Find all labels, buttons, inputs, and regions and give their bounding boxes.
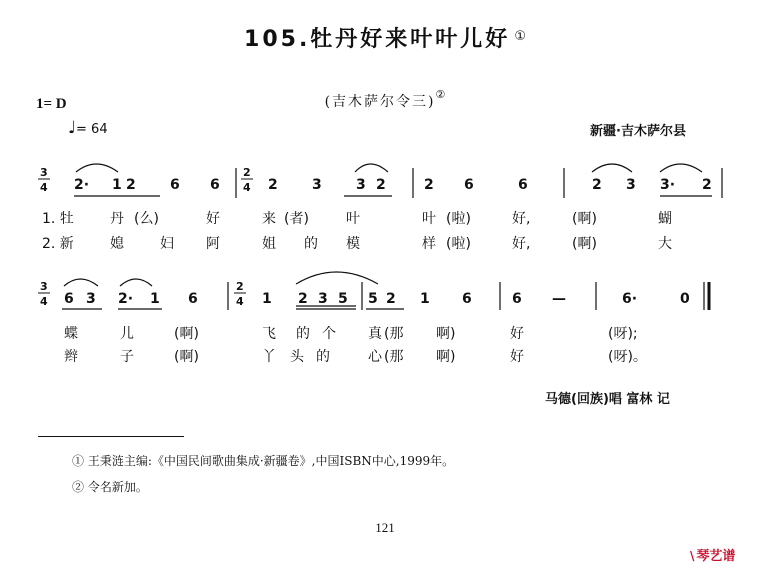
time-sig-top: 3 bbox=[40, 280, 48, 293]
note: 6 bbox=[64, 291, 74, 307]
lyric: (啊) bbox=[174, 349, 199, 365]
time-sig-bottom: 4 bbox=[40, 181, 48, 194]
note: 2 bbox=[592, 177, 602, 193]
note: 3· bbox=[660, 177, 676, 193]
time-sig-bottom: 4 bbox=[40, 295, 48, 308]
lyric: 飞 bbox=[262, 326, 276, 342]
lyric: (么) bbox=[134, 211, 159, 227]
lyric: 啊) bbox=[436, 326, 456, 342]
lyric: 真 bbox=[368, 326, 382, 342]
lyric: (啊) bbox=[174, 326, 199, 342]
performer-credit: 马德(回族)唱 富林 记 bbox=[545, 392, 670, 407]
lyric: 蝴 bbox=[658, 211, 672, 227]
note: 3 bbox=[626, 177, 636, 193]
lyric: 妇 bbox=[160, 236, 174, 252]
lyric: 1. 牡 bbox=[42, 211, 74, 227]
lyric: (啦) bbox=[446, 211, 471, 227]
note: 2 bbox=[424, 177, 434, 193]
page-number: 121 bbox=[375, 520, 395, 535]
lyric: 姐 bbox=[262, 236, 276, 252]
slur bbox=[296, 272, 378, 284]
lyric: 模 bbox=[346, 236, 360, 252]
note: 3 bbox=[86, 291, 96, 307]
note: 6 bbox=[464, 177, 474, 193]
time-sig-bottom: 4 bbox=[236, 295, 244, 308]
note: 1 bbox=[150, 291, 160, 307]
song-subtitle: (吉木萨尔令三)② bbox=[324, 88, 446, 110]
lyric: (啊) bbox=[572, 236, 597, 252]
note: 2 bbox=[126, 177, 136, 193]
note: 2 bbox=[268, 177, 278, 193]
note: 0 bbox=[680, 291, 690, 307]
lyric: 好, bbox=[512, 236, 531, 252]
slur bbox=[76, 164, 118, 172]
note: 1 bbox=[420, 291, 430, 307]
note: 6· bbox=[622, 291, 638, 307]
lyric: 丫 bbox=[262, 349, 276, 365]
lyric: 个 bbox=[322, 326, 336, 342]
footnote-1: ① 王秉涟主编:《中国民间歌曲集成·新疆卷》,中国ISBN中心,1999年。 bbox=[72, 454, 455, 468]
lyric: 儿 bbox=[120, 326, 134, 342]
note: 5 bbox=[368, 291, 378, 307]
lyric: 阿 bbox=[206, 236, 220, 252]
lyric: (那 bbox=[384, 349, 404, 365]
site-logo: \ 琴艺谱 bbox=[690, 549, 736, 564]
lyric: 的 bbox=[316, 349, 330, 365]
time-sig-bottom: 4 bbox=[243, 181, 251, 194]
note: 6 bbox=[512, 291, 522, 307]
lyric: 好 bbox=[510, 349, 524, 365]
lyric: 叶 bbox=[422, 211, 436, 227]
note: 3 bbox=[318, 291, 328, 307]
tempo-marking: ♩= 64 bbox=[68, 118, 108, 138]
note: 2 bbox=[386, 291, 396, 307]
lyric: 媳 bbox=[110, 236, 124, 252]
note: 2· bbox=[118, 291, 134, 307]
lyric: 心 bbox=[368, 349, 382, 365]
note: 6 bbox=[462, 291, 472, 307]
note: 2 bbox=[376, 177, 386, 193]
lyric: 丹 bbox=[110, 211, 124, 227]
note: 2· bbox=[74, 177, 90, 193]
slur bbox=[592, 164, 632, 172]
lyric: 来 bbox=[262, 211, 276, 227]
quarter-note-icon: ♩ bbox=[68, 118, 77, 138]
note: 3 bbox=[356, 177, 366, 193]
note: 6 bbox=[188, 291, 198, 307]
slur bbox=[660, 164, 702, 172]
lyric: 蝶 bbox=[64, 326, 78, 342]
logo-mark-icon: \ bbox=[690, 549, 695, 563]
lyric: 头 bbox=[290, 349, 304, 365]
footnote-divider bbox=[38, 436, 184, 437]
lyric: (呀); bbox=[608, 326, 638, 342]
note: 5 bbox=[338, 291, 348, 307]
lyric: 子 bbox=[120, 349, 134, 365]
lyric: 叶 bbox=[346, 211, 360, 227]
note: 1 bbox=[112, 177, 122, 193]
note: 2 bbox=[702, 177, 712, 193]
note-dash: — bbox=[552, 291, 566, 307]
note: 2 bbox=[298, 291, 308, 307]
lyric: 样 bbox=[422, 236, 436, 252]
note: 6 bbox=[210, 177, 220, 193]
footnote-2: ② 令名新加。 bbox=[72, 480, 148, 494]
lyric: 大 bbox=[658, 236, 672, 252]
lyric: (啦) bbox=[446, 236, 471, 252]
time-sig-top: 2 bbox=[236, 280, 244, 293]
lyric: 辫 bbox=[64, 349, 78, 365]
note: 1 bbox=[262, 291, 272, 307]
lyric: 好 bbox=[510, 326, 524, 342]
lyric: (呀)。 bbox=[608, 349, 647, 365]
slur bbox=[120, 279, 152, 286]
lyric: 的 bbox=[296, 326, 310, 342]
time-sig-top: 3 bbox=[40, 166, 48, 179]
region-label: 新疆·吉木萨尔县 bbox=[590, 124, 686, 139]
slur bbox=[355, 164, 388, 172]
lyric: (那 bbox=[384, 326, 404, 342]
key-signature: 1= D bbox=[36, 96, 67, 112]
subtitle-footnote-mark: ② bbox=[435, 88, 446, 101]
note: 6 bbox=[170, 177, 180, 193]
lyric: 的 bbox=[304, 236, 318, 252]
lyric: (啊) bbox=[572, 211, 597, 227]
lyric: 2. 新 bbox=[42, 236, 74, 252]
slur bbox=[64, 279, 98, 286]
lyric: 啊) bbox=[436, 349, 456, 365]
note: 6 bbox=[518, 177, 528, 193]
song-title: 105.牡丹好来叶叶儿好 ① bbox=[244, 27, 526, 52]
lyric: 好, bbox=[512, 211, 531, 227]
time-sig-top: 2 bbox=[243, 166, 251, 179]
note: 3 bbox=[312, 177, 322, 193]
title-footnote-mark: ① bbox=[514, 29, 526, 44]
lyric: 好 bbox=[206, 211, 220, 227]
lyric: (者) bbox=[284, 211, 309, 227]
